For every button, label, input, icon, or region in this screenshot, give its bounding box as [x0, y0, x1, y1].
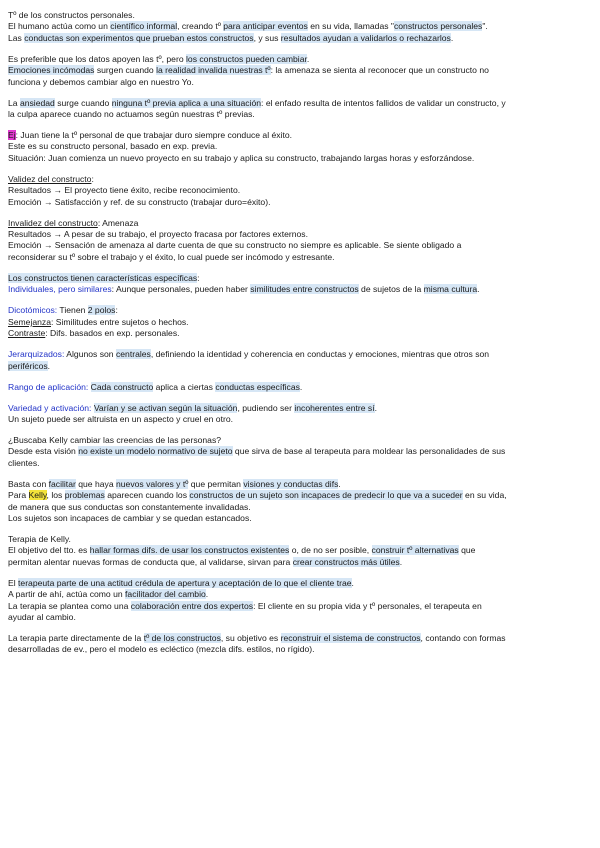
text-line	[8, 273, 594, 284]
text-line	[8, 54, 594, 65]
paragraph	[8, 578, 594, 624]
text-line	[8, 612, 594, 623]
paragraph	[8, 534, 594, 568]
text-segment: funciona y debemos cambiar algo en nuestro Yo.	[8, 76, 194, 87]
section-term: Dicotómicos:	[8, 305, 58, 316]
text-segment: que	[458, 545, 476, 556]
text-segment: :	[115, 305, 118, 316]
text-segment: Resultados → A pesar de su trabajo, el proyecto fracasa por factores externos.	[8, 229, 308, 240]
text-segment: que permitan	[188, 478, 244, 489]
paragraph	[8, 382, 594, 393]
highlighted-text: 2 polos	[87, 305, 116, 316]
text-segment: : Juan tiene la tº personal de que trabajar duro siempre conduce al éxito.	[15, 130, 293, 141]
text-line	[8, 403, 594, 414]
highlighted-text: nuevos valores y tº	[115, 478, 189, 489]
highlighted-text: Varían y se activan según la situación	[93, 402, 238, 413]
text-segment: El humano actúa como un	[8, 21, 111, 32]
highlighted-text: centrales	[115, 349, 151, 360]
text-segment: clientes.	[8, 457, 40, 468]
paragraph	[8, 349, 594, 372]
text-segment: Para	[8, 490, 29, 501]
text-line	[8, 141, 594, 152]
text-line	[8, 458, 594, 469]
highlighted-text: constructos personales	[393, 21, 483, 32]
text-line	[8, 21, 594, 32]
underlined-term: Validez del constructo	[8, 173, 92, 184]
text-line	[8, 589, 594, 600]
highlighted-text: conductas específicas	[215, 381, 300, 392]
highlighted-text: hallar formas difs. de usar los constructos existentes	[89, 545, 290, 556]
text-segment: Los sujetos son incapaces de cambiar y se quedan estancados.	[8, 512, 252, 523]
text-segment: permitan alentar nuevas formas de conducta que, al validarse, sirvan para	[8, 556, 293, 567]
highlighted-text: la realidad invalida nuestras tº	[156, 65, 271, 76]
text-segment: ".	[482, 21, 488, 32]
text-segment: o, de no ser posible,	[289, 545, 372, 556]
highlighted-text: periféricos	[8, 360, 48, 371]
text-line	[8, 502, 594, 513]
highlighted-text: facilitador del cambio	[125, 589, 206, 600]
highlighted-text: Los constructos tienen características específicas	[8, 272, 198, 283]
text-segment: : la amenaza se sienta al reconocer que un constructo no	[270, 65, 489, 76]
text-line	[8, 349, 594, 360]
paragraph	[8, 633, 594, 656]
text-segment: : El cliente en su propia vida y tº personales, el terapeuta en	[253, 600, 482, 611]
underlined-term: Invalidez del constructo	[8, 217, 98, 228]
text-segment: : Similitudes entre sujetos o hechos.	[51, 316, 189, 327]
text-line	[8, 513, 594, 524]
text-line	[8, 534, 594, 545]
text-line	[8, 153, 594, 164]
highlighted-text: problemas	[64, 490, 105, 501]
text-line	[8, 490, 594, 501]
text-segment: , su objetivo es	[220, 632, 281, 643]
text-segment: de manera que sus conductas son constantemente invalidadas.	[8, 501, 251, 512]
paragraph	[8, 273, 594, 296]
text-segment: Este es su constructo personal, basado en exp. previa.	[8, 141, 218, 152]
text-segment: aplica a ciertas	[153, 381, 216, 392]
highlighted-text: los constructos pueden cambiar	[186, 53, 307, 64]
text-segment: El objetivo del tto. es	[8, 545, 90, 556]
text-line	[8, 435, 594, 446]
text-line	[8, 109, 594, 120]
text-segment: : el enfado resulta de intentos fallidos de validar un constructo, y	[261, 97, 506, 108]
text-segment: aparecen cuando los	[104, 490, 190, 501]
text-line	[8, 644, 594, 655]
text-segment: , pudiendo ser	[237, 402, 295, 413]
text-line	[8, 361, 594, 372]
text-segment: , y sus	[253, 32, 281, 43]
paragraph	[8, 54, 594, 88]
section-term: Variedad y activación:	[8, 402, 92, 413]
text-line	[8, 317, 594, 328]
highlighted-text: incoherentes entre sí	[294, 402, 375, 413]
paragraph	[8, 435, 594, 469]
text-segment: :	[91, 173, 94, 184]
text-segment: la culpa aparece cuando no actuamos según nuestras tº previas.	[8, 109, 255, 120]
highlighted-text: científico informal	[110, 21, 178, 32]
section-term: Jerarquizados:	[8, 349, 65, 360]
text-segment: que haya	[75, 478, 116, 489]
text-line	[8, 305, 594, 316]
section-term: Individuales, pero similares	[8, 284, 112, 295]
section-term: Rango de aplicación:	[8, 381, 89, 392]
text-segment: desarrolladas de ev., pero el modelo es ecléctico (mezcla difs. estilos, no rígido).	[8, 644, 315, 655]
highlighted-text: crear constructos más útiles	[292, 556, 400, 567]
highlighted-text: colaboración entre dos expertos	[130, 600, 254, 611]
text-line	[8, 633, 594, 644]
highlighted-text: similitudes entre constructos	[250, 284, 359, 295]
text-segment: :	[197, 272, 200, 283]
text-segment: en su vida, llamadas "	[307, 21, 394, 32]
underlined-term: Contraste	[8, 328, 46, 339]
text-segment: en su vida,	[462, 490, 507, 501]
text-line	[8, 446, 594, 457]
text-segment: Es preferible que los datos apoyen las tº, pero	[8, 53, 186, 64]
text-line	[8, 98, 594, 109]
text-segment: .	[205, 589, 209, 600]
paragraph	[8, 479, 594, 525]
text-line	[8, 414, 594, 425]
text-segment: Situación: Juan comienza un nuevo proyecto en su trabajo y aplica su constructo, trabajando largas horas y esforzándose.	[8, 152, 475, 163]
text-segment: .	[351, 577, 354, 588]
text-line	[8, 197, 594, 208]
text-line	[8, 174, 594, 185]
text-segment: , los	[46, 490, 65, 501]
text-segment: Emoción → Satisfacción y ref. de su constructo (trabajar duro=éxito).	[8, 196, 271, 207]
text-segment: Resultados → El proyecto tiene éxito, recibe reconocimiento.	[8, 185, 241, 196]
text-segment: Tienen	[57, 305, 88, 316]
text-segment: , definiendo la identidad y coherencia en conductas y emociones, mientras que otros son	[150, 349, 490, 360]
highlighted-text: conductas son experimentos que prueban estos constructos	[24, 32, 254, 43]
text-line	[8, 479, 594, 490]
text-line	[8, 601, 594, 612]
highlighted-text: Cada constructo	[90, 381, 154, 392]
text-segment: Algunos son	[64, 349, 116, 360]
text-segment: que sirva de base al terapeuta para moldear las personalidades de sus	[232, 446, 506, 457]
highlighted-text: visiones y conductas difs	[243, 478, 339, 489]
text-line	[8, 284, 594, 295]
text-line	[8, 130, 594, 141]
highlighted-text: resultados ayudan a validarlos o rechazarlos	[280, 32, 451, 43]
text-segment: Emoción → Sensación de amenaza al darte cuenta de que su constructo no siempre es aplicable. Se siente obligado a	[8, 240, 462, 251]
highlighted-text: terapeuta parte de una actitud crédula de apertura y aceptación de lo que el cliente trae	[18, 577, 352, 588]
text-segment: : Difs. basados en exp. personales.	[45, 328, 180, 339]
text-segment: La	[8, 97, 20, 108]
paragraph	[8, 174, 594, 208]
text-segment: .	[299, 381, 303, 392]
text-line	[8, 252, 594, 263]
text-segment: Terapia de Kelly.	[8, 533, 71, 544]
highlighted-text: constructos de un sujeto son incapaces de predecir lo que va a suceder	[189, 490, 463, 501]
text-segment: Las	[8, 32, 25, 43]
text-line	[8, 218, 594, 229]
text-segment: Desde esta visión	[8, 446, 79, 457]
text-line	[8, 185, 594, 196]
highlighted-text: facilitar	[48, 478, 76, 489]
paragraph	[8, 403, 594, 426]
highlighted-text: reconstruir el sistema de constructos	[280, 632, 421, 643]
text-segment: .	[450, 32, 454, 43]
paragraph	[8, 10, 594, 44]
text-segment: El	[8, 577, 19, 588]
text-segment: de sujetos de la	[358, 284, 424, 295]
paragraph	[8, 305, 594, 339]
highlighted-text: construir tº alternativas	[371, 545, 459, 556]
highlighted-text: misma cultura	[423, 284, 478, 295]
text-line	[8, 10, 594, 21]
highlighted-text: tº de los constructos	[143, 632, 221, 643]
text-segment: .	[47, 360, 51, 371]
text-segment: .	[399, 556, 403, 567]
paragraph	[8, 98, 594, 121]
text-line	[8, 229, 594, 240]
text-segment: ¿Buscaba Kelly cambiar las creencias de las personas?	[8, 434, 222, 445]
text-segment: ayudar al cambio.	[8, 611, 76, 622]
text-segment: La terapia se plantea como una	[8, 600, 131, 611]
highlighted-text: ninguna tº previa aplica a una situación	[111, 97, 262, 108]
paragraph	[8, 218, 594, 264]
text-segment: Basta con	[8, 478, 49, 489]
text-segment: .	[306, 53, 310, 64]
highlighted-text: ansiedad	[19, 97, 55, 108]
text-segment: A partir de ahí, actúa como un	[8, 589, 126, 600]
highlighted-text: no existe un modelo normativo de sujeto	[78, 446, 233, 457]
text-segment: .	[338, 478, 341, 489]
text-segment: : Aunque personales, pueden haber	[111, 284, 251, 295]
text-line	[8, 545, 594, 556]
text-line	[8, 328, 594, 339]
text-line	[8, 578, 594, 589]
text-line	[8, 557, 594, 568]
highlighted-text: Ej	[8, 130, 16, 141]
paragraph	[8, 130, 594, 164]
text-line	[8, 77, 594, 88]
text-segment: .	[477, 284, 480, 295]
text-line	[8, 382, 594, 393]
text-segment: Un sujeto puede ser altruista en un aspecto y cruel en otro.	[8, 413, 234, 424]
highlighted-text: Emociones incómodas	[8, 65, 95, 76]
highlighted-text: Kelly	[28, 490, 47, 501]
text-segment: , creando tº	[177, 21, 224, 32]
text-segment: surgen cuando	[94, 65, 157, 76]
highlighted-text: para anticipar eventos	[223, 21, 308, 32]
text-line	[8, 240, 594, 251]
text-segment: , contando con formas	[420, 632, 506, 643]
text-segment: La terapia parte directamente de la	[8, 632, 144, 643]
text-line	[8, 33, 594, 44]
text-line	[8, 65, 594, 76]
text-segment: Tº de los constructos personales.	[8, 10, 135, 20]
text-segment: reconsiderar su tº sobre el trabajo y el éxito, lo cual puede ser incómodo y estresante.	[8, 251, 335, 262]
text-segment: surge cuando	[54, 97, 112, 108]
underlined-term: Semejanza	[8, 316, 51, 327]
text-segment: : Amenaza	[97, 217, 139, 228]
text-segment: .	[374, 402, 377, 413]
